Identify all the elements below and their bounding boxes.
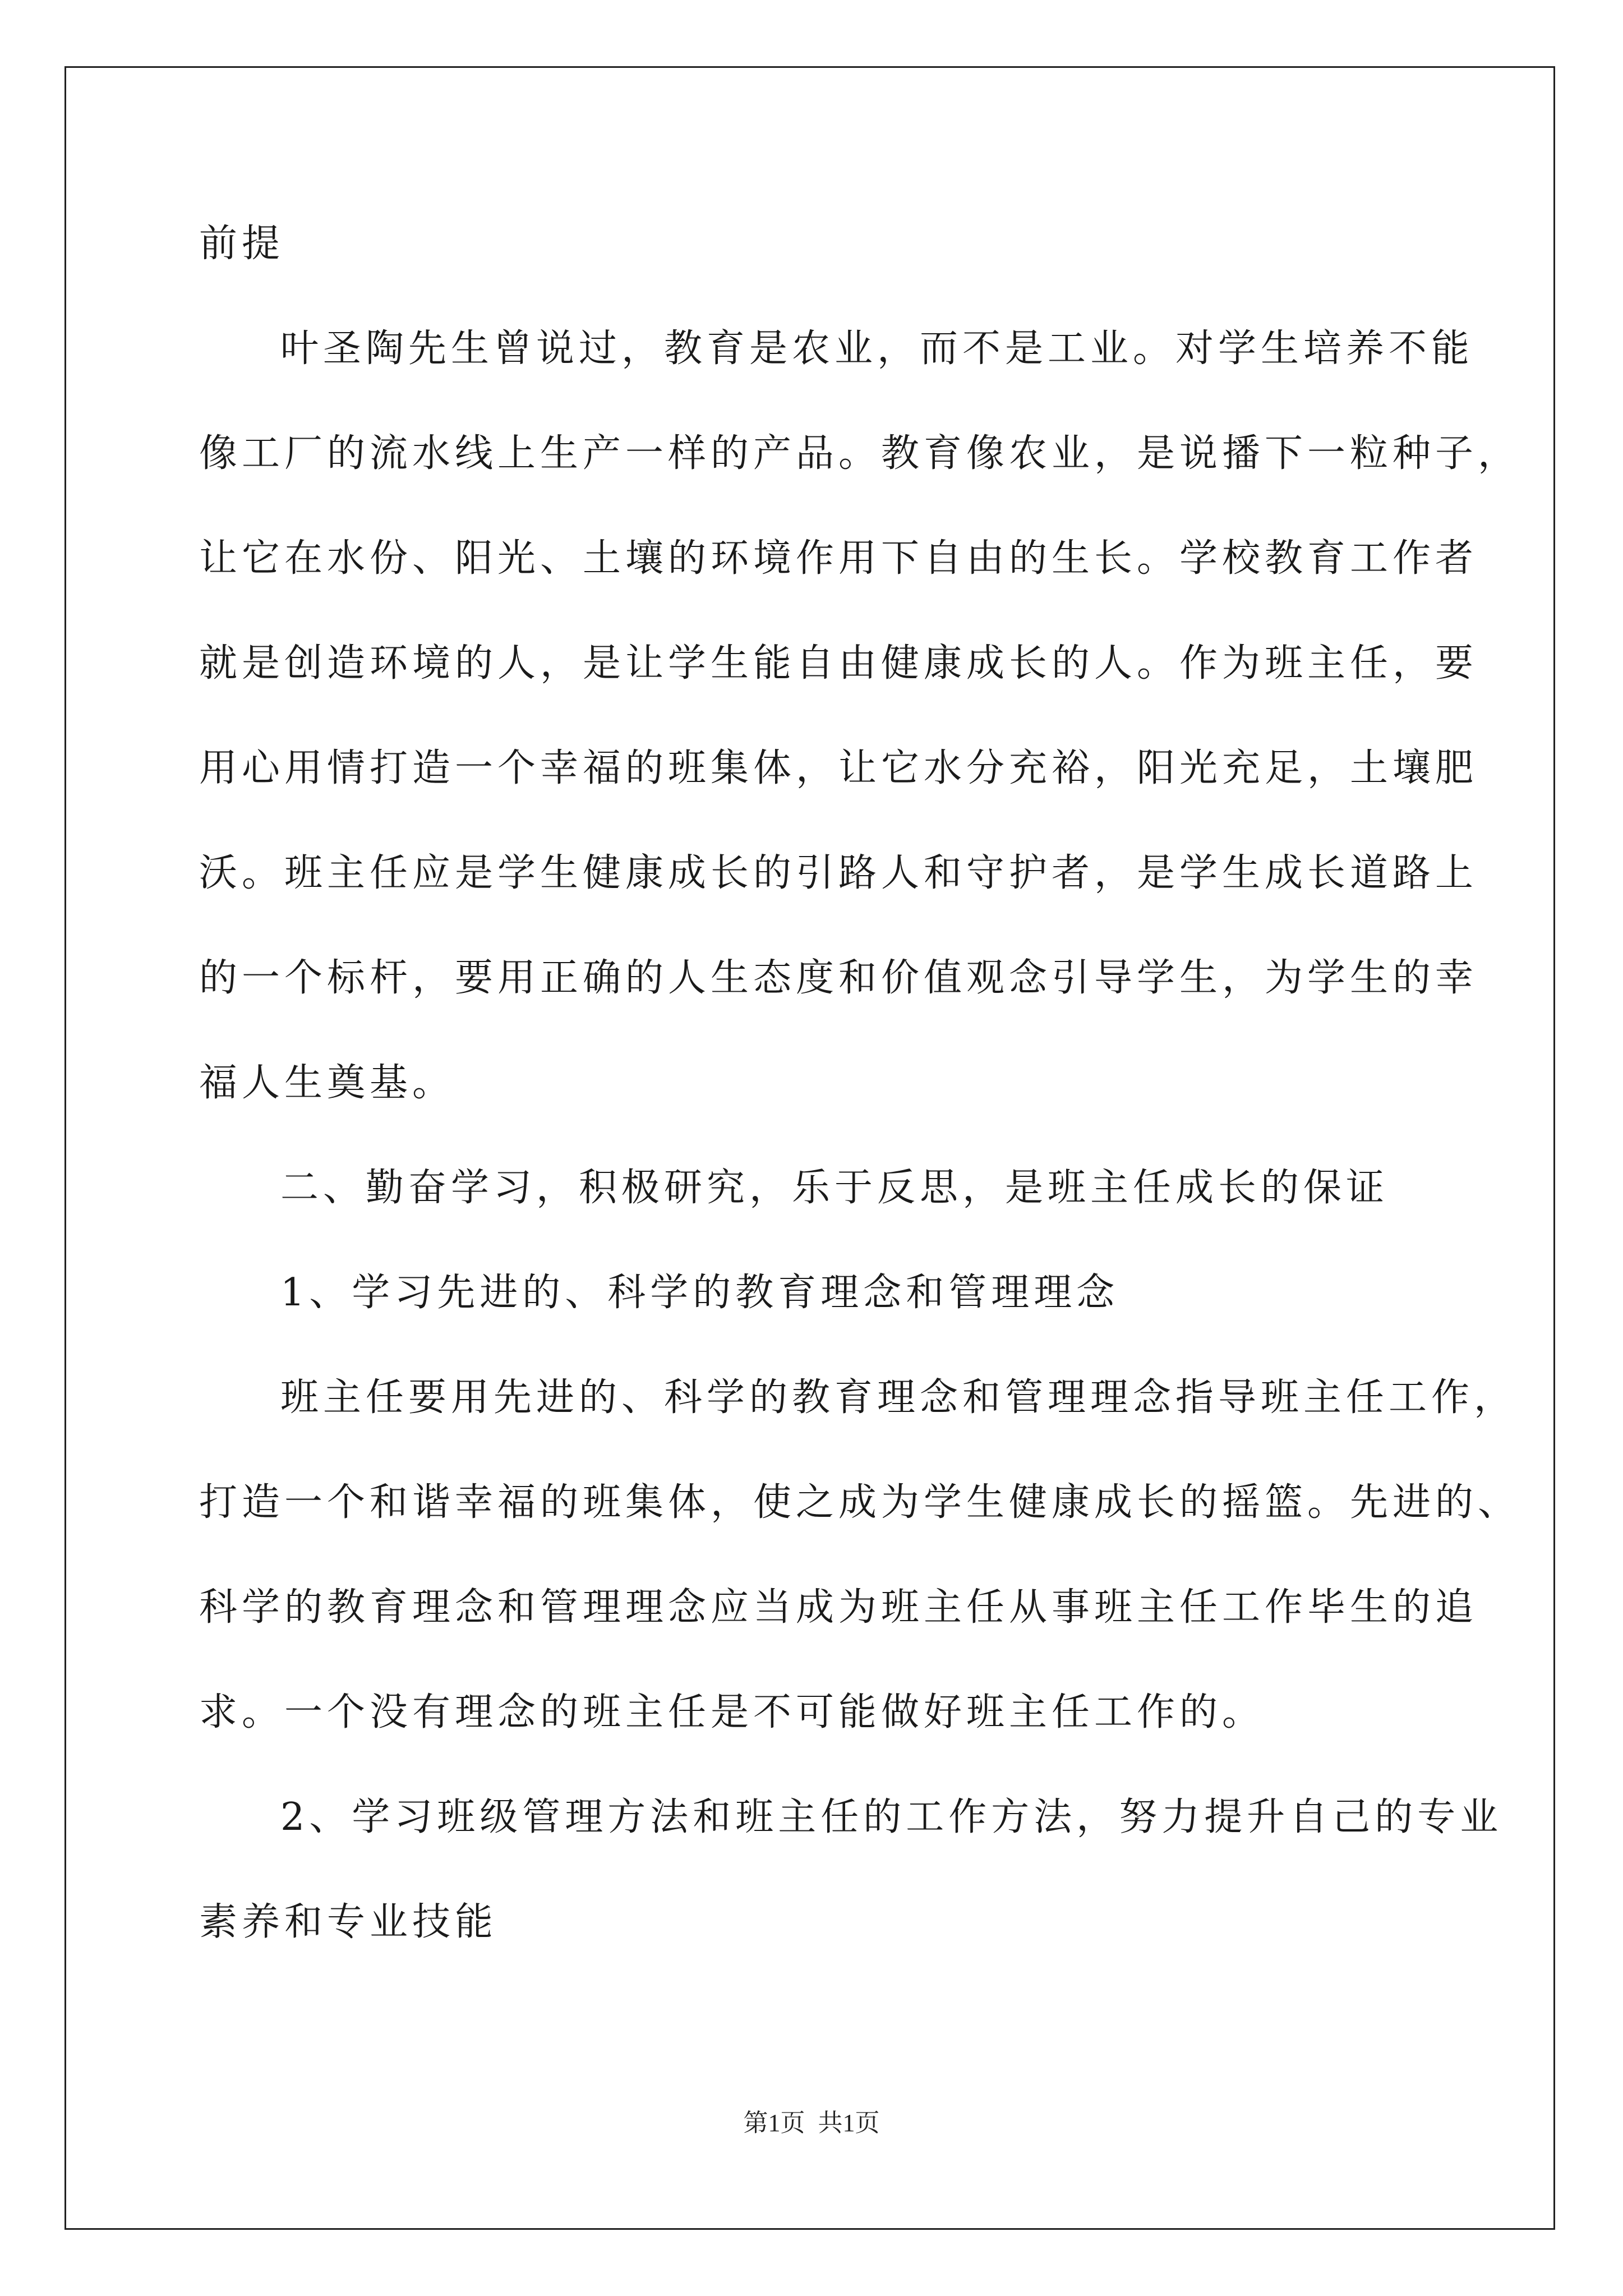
subsection-heading-two: 2、学习班级管理方法和班主任的工作方法，努力提升自己的专业	[280, 1795, 1503, 1839]
paragraph-line: 福人生奠基。	[199, 1061, 455, 1105]
paragraph-line: 沃。班主任应是学生健康成长的引路人和守护者，是学生成长道路上	[199, 851, 1478, 895]
page-footer	[0, 2106, 1623, 2140]
document-body	[199, 216, 1521, 1999]
paragraph-line: 让它在水份、阳光、土壤的环境作用下自由的生长。学校教育工作者	[199, 536, 1478, 581]
paragraph-line: 的一个标杆，要用正确的人生态度和价值观念引导学生，为学生的幸	[199, 956, 1478, 1000]
paragraph-line: 用心用情打造一个幸福的班集体，让它水分充裕，阳光充足，土壤肥	[199, 746, 1478, 790]
paragraph-line: 科学的教育理念和管理理念应当成为班主任从事班主任工作毕生的追	[199, 1585, 1478, 1630]
paragraph-line: 像工厂的流水线上生产一样的产品。教育像农业，是说播下一粒种子，	[199, 431, 1521, 476]
paragraph-heading-premise: 前提	[199, 222, 285, 266]
paragraph-line: 素养和专业技能	[199, 1900, 498, 1944]
section-heading-two: 二、勤奋学习，积极研究，乐于反思，是班主任成长的保证	[280, 1166, 1389, 1210]
paragraph-line: 班主任要用先进的、科学的教育理念和管理理念指导班主任工作，	[280, 1375, 1517, 1420]
page-total: 共1页	[818, 2109, 880, 2137]
subsection-heading-one: 1、学习先进的、科学的教育理念和管理理念	[280, 1271, 1119, 1315]
page-number: 第1页	[743, 2109, 805, 2137]
paragraph-line: 求。一个没有理念的班主任是不可能做好班主任工作的。	[199, 1690, 1265, 1734]
paragraph-line: 就是创造环境的人，是让学生能自由健康成长的人。作为班主任，要	[199, 641, 1478, 685]
paragraph-line: 打造一个和谐幸福的班集体，使之成为学生健康成长的摇篮。先进的、	[199, 1480, 1521, 1525]
paragraph-line: 叶圣陶先生曾说过，教育是农业，而不是工业。对学生培养不能	[280, 326, 1474, 371]
